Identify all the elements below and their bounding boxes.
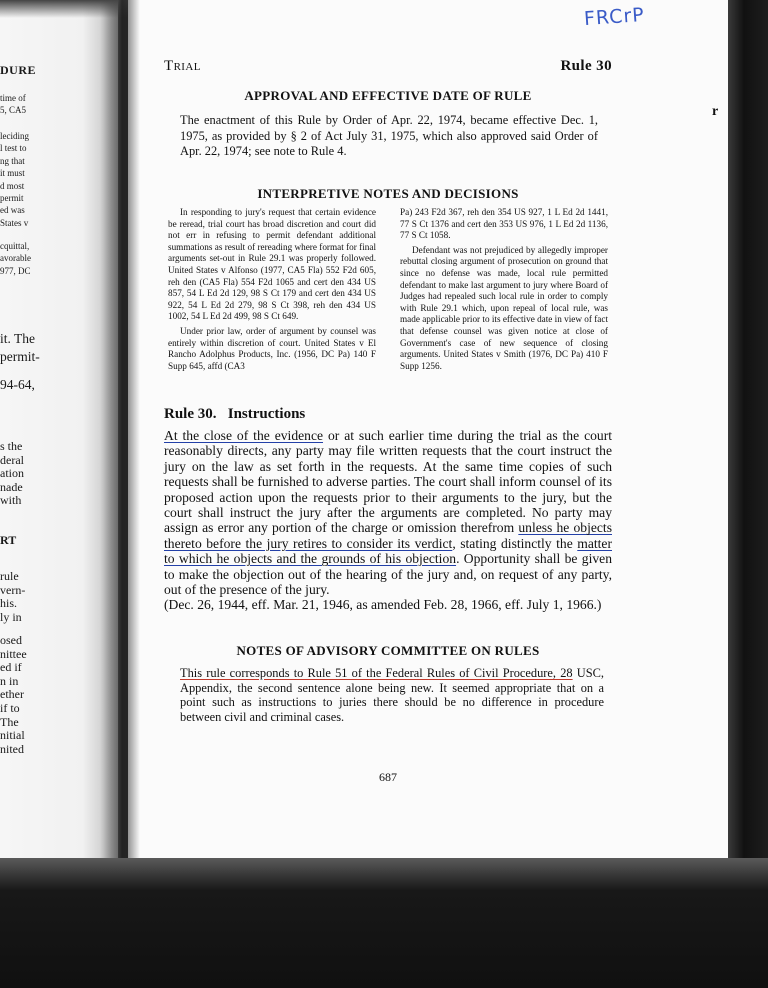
facing-page-line: RT xyxy=(0,534,17,547)
facing-page-line: nittee xyxy=(0,646,27,661)
rule-heading: Rule 30. Instructions xyxy=(164,406,306,422)
facing-page-line: permit- xyxy=(0,349,40,364)
facing-page-line: it. The xyxy=(0,331,35,346)
underlined-phrase: matter to which he objects and the grounds of his objection xyxy=(164,535,612,567)
facing-page-line: nited xyxy=(0,741,24,756)
facing-page-line: his. xyxy=(0,596,18,611)
facing-page-line: ng that xyxy=(0,155,25,166)
interpretive-notes-columns xyxy=(168,207,608,399)
approval-text: The enactment of this Rule by Order of Apr. 22, 1974, became effective Dec. 1, 1975, as provided by § 2 of Act July 31, 1975, which also approved said Order of Apr. 22, 1974; see note to Rule 4. xyxy=(180,113,598,159)
facing-page-line: time of xyxy=(0,93,26,103)
rule-body-text: . Opportunity shall be given to make the objection out of the hearing of the jury and, on request of any party, out of the presence of the jury. xyxy=(164,551,613,598)
facing-page-line: nitial xyxy=(0,728,25,743)
facing-page-line: s the xyxy=(0,440,23,453)
facing-page-block xyxy=(0,376,112,394)
facing-page-line: permit xyxy=(0,193,24,204)
facing-page-line: l test to xyxy=(0,143,27,154)
facing-page-line: States v xyxy=(0,217,29,228)
handwritten-note: FRCrP xyxy=(583,3,646,31)
facing-page-line: 977, DC xyxy=(0,265,31,276)
facing-page-line: ed if xyxy=(0,660,22,675)
interpretive-notes-title: INTERPRETIVE NOTES AND DECISIONS xyxy=(257,186,519,201)
facing-page-line: avorable xyxy=(0,253,31,264)
facing-page-line: if to xyxy=(0,700,20,715)
facing-page-line: d most xyxy=(0,180,25,191)
book-page xyxy=(128,0,736,868)
rule-body-text: or at such earlier time during the trial as the court reasonably directs, any party may file written requests that the court instruct the jury on the law as set forth in the requests. At the same time copies of such requests shall be furnished to adverse parties. The court shall inform counsel of its proposed action upon the requests prior to their arguments to the jury, but the court shall instruct the jury after the arguments are completed. No party may assign as error any portion of the charge or omission therefrom xyxy=(164,428,613,536)
rule-body xyxy=(164,428,612,597)
notes-column-left xyxy=(168,207,376,375)
rule-body-text: , stating distinctly the xyxy=(452,535,578,551)
committee-notes-body: USC, Appendix, the second sentence alone being new. It seemed appropriate that on a point such as instructions to juries there should be no difference in procedure between civil and criminal cases. xyxy=(180,666,604,724)
scan-bottom-edge xyxy=(0,858,768,988)
facing-page-line: ly in xyxy=(0,609,22,624)
facing-page-block xyxy=(0,570,112,624)
facing-page-line: leciding xyxy=(0,131,29,141)
facing-page-line: it must xyxy=(0,168,25,179)
facing-page-line: with xyxy=(0,493,22,508)
facing-page-block xyxy=(0,130,112,229)
rule-text xyxy=(164,428,612,613)
binding-gutter-shadow xyxy=(100,0,140,988)
notes-column-right xyxy=(400,207,608,375)
committee-notes-title: NOTES OF ADVISORY COMMITTEE ON RULES xyxy=(236,643,540,658)
facing-page-line: nade xyxy=(0,479,23,494)
notes-paragraph: Pa) 243 F2d 367, reh den 354 US 927, 1 L Ed 2d 1441, 77 S Ct 1376 and cert den 353 US 976, 1 L Ed 2d 1136, 77 S Ct 1058. xyxy=(400,207,608,241)
facing-page-block xyxy=(0,240,112,277)
facing-page-line: cquittal, xyxy=(0,241,30,251)
facing-page-line: osed xyxy=(0,634,22,647)
facing-page-line: rule xyxy=(0,570,19,583)
facing-page-line: 94-64, xyxy=(0,377,35,392)
running-head-left: Trial xyxy=(164,58,201,74)
facing-page-line: ether xyxy=(0,687,24,702)
approval-title: APPROVAL AND EFFECTIVE DATE OF RULE xyxy=(244,88,532,103)
facing-page-block xyxy=(0,92,112,117)
rule-history: (Dec. 26, 1944, eff. Mar. 21, 1946, as amended Feb. 28, 1966, eff. July 1, 1966.) xyxy=(164,597,602,613)
notes-paragraph: Under prior law, order of argument by counsel was entirely within discretion of court. United States v El Rancho Adolphus Products, Inc. (1956, DC Pa) 140 F Supp 645, affd (CA3 xyxy=(168,325,376,371)
facing-page-block xyxy=(0,534,112,546)
page-number: 687 xyxy=(379,770,397,784)
facing-page-line: The xyxy=(0,714,19,729)
notes-paragraph: In responding to jury's request that certain evidence be reread, trial court has broad discretion and court did not err in refusing to permit defendant additional summations as result of rereading where format for final arguments set-out in Rule 29.1 was properly followed. United States v Alfonso (1977, CA5 Fla) 552 F2d 605, reh den (CA5 Fla) 554 F2d 1065 and cert den 434 US 857, 54 L Ed 2d 129, 98 S Ct 179 and cert den 434 US 922, 54 L Ed 2d 279, 98 S Ct 398, reh den 434 US 1002, 54 L Ed 2d 499, 98 S Ct 649. xyxy=(168,207,376,322)
facing-page-line: vern- xyxy=(0,582,26,597)
facing-page-block xyxy=(0,440,112,508)
facing-page-line: 5, CA5 xyxy=(0,105,27,116)
facing-page-heading: DURE xyxy=(0,64,37,77)
facing-page-line: ed was xyxy=(0,205,25,216)
facing-page-block xyxy=(0,634,112,756)
scan-right-edge xyxy=(728,0,768,988)
notes-paragraph: Defendant was not prejudiced by allegedly improper rebuttal closing argument of prosecution on ground that since no defense was made, local rule permitted defendant to make last argument to jury where Board of Judges had repealed such local rule in order to comply with Rule 29.1 which, upon repeal of local rule, was made applicable prior to its effective date in view of fact that defense counsel was given notice at close of Government's case of new sequence of closing arguments. United States v Smith (1976, DC Pa) 410 F Supp 1256. xyxy=(400,244,608,371)
running-head-right: Rule 30 xyxy=(560,58,612,74)
facing-page-line: n in xyxy=(0,673,19,688)
facing-page-block xyxy=(0,330,112,366)
underlined-phrase: This rule corresponds to Rule 51 of the Federal Rules of Civil Procedure, 28 xyxy=(180,666,573,680)
underlined-phrase: At the close of the evidence xyxy=(164,428,324,443)
facing-page-line: ation xyxy=(0,466,24,481)
underlined-phrase: unless he objects thereto before the jury retires to consider its verdict xyxy=(164,520,612,551)
facing-page-line: deral xyxy=(0,452,24,467)
margin-mark: r xyxy=(712,104,719,119)
committee-notes-text xyxy=(180,666,604,724)
